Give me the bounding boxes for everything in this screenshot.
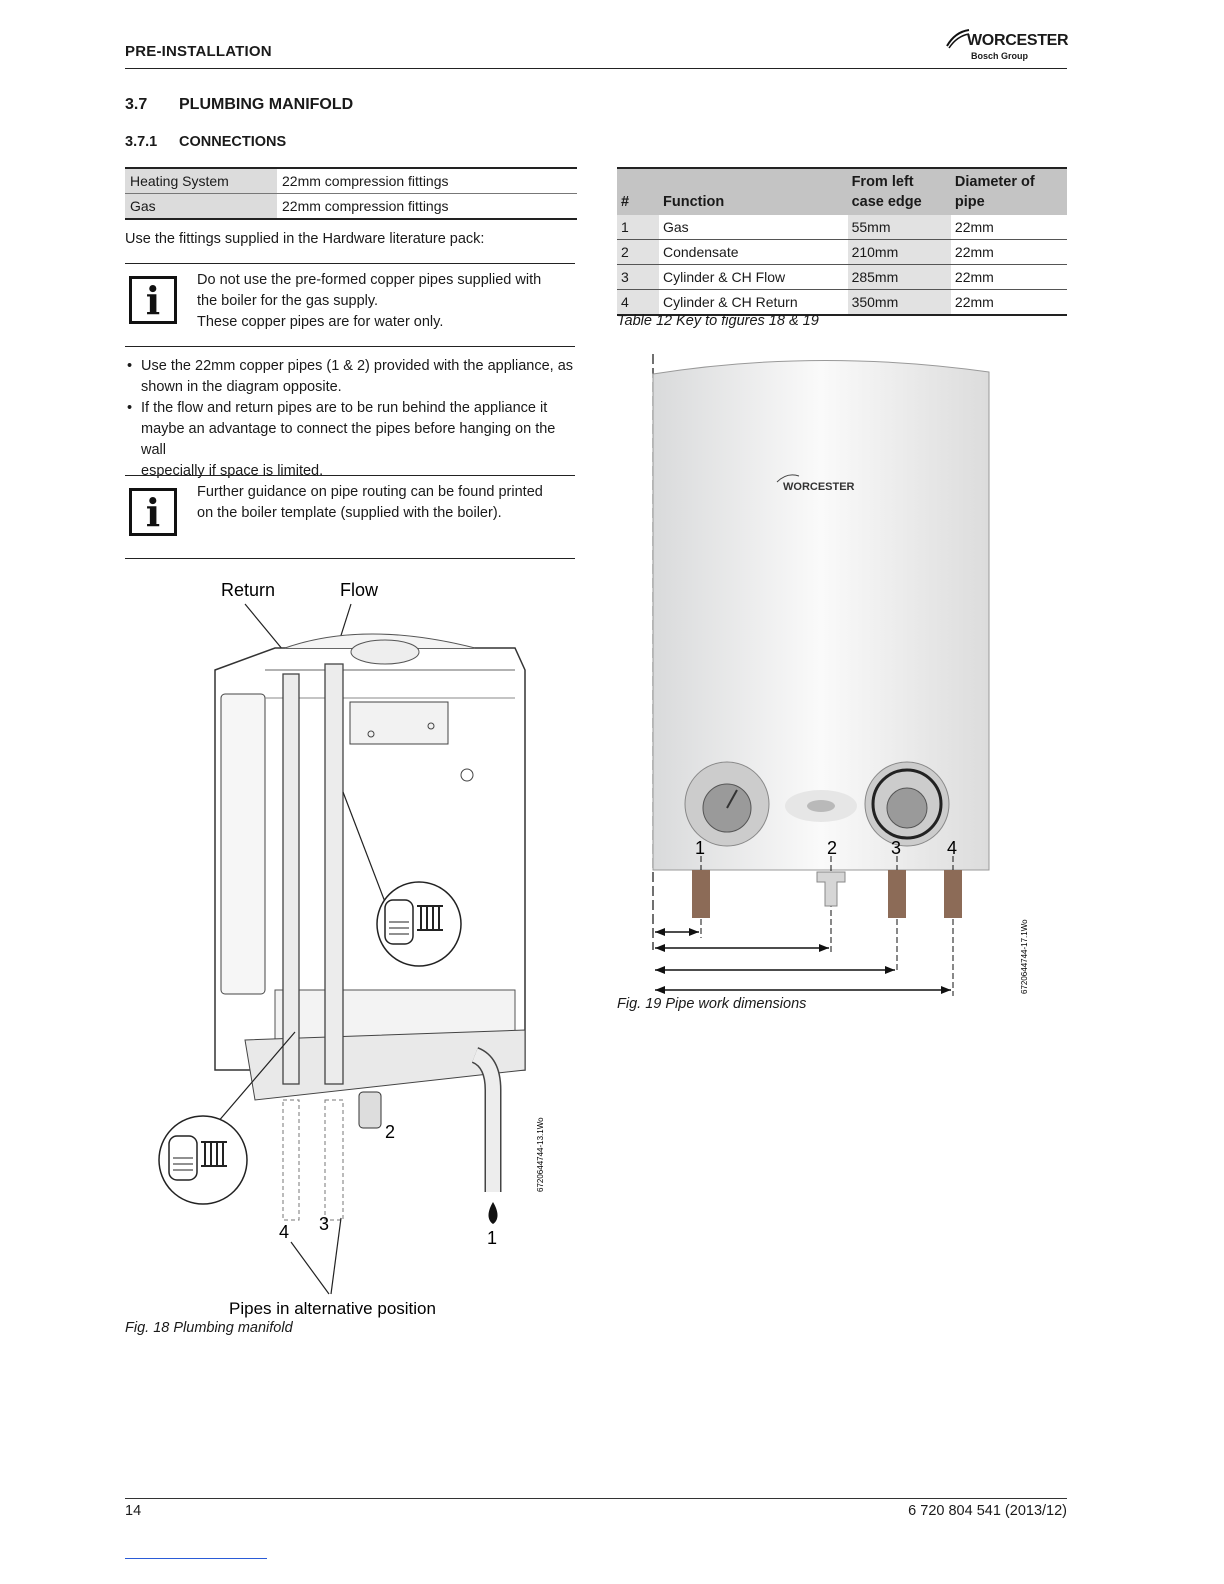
table-12-caption: Table 12 Key to figures 18 & 19 [617, 313, 819, 329]
footer-rule [125, 1498, 1067, 1499]
list-line: • Use the 22mm copper pipes (1 & 2) provided with the appliance, as [141, 358, 574, 374]
list-item [125, 398, 580, 482]
row-from-left: 55mm [848, 215, 951, 240]
table-header-row [617, 168, 1067, 215]
brand-logo [945, 28, 1070, 68]
info-icon: i [129, 276, 177, 324]
figure-18-plumbing-manifold [125, 570, 585, 1330]
row-from-left: 210mm [848, 240, 951, 265]
return-label: Return [221, 580, 276, 600]
callout-1: 1 [695, 838, 706, 858]
header-diameter: Diameter of pipe [951, 168, 1067, 215]
table-row [125, 194, 577, 220]
list-item [125, 356, 580, 398]
list-line: especially if space is limited. [141, 463, 324, 479]
section-title: PLUMBING MANIFOLD [179, 96, 354, 113]
note-line: the boiler for the gas supply. [197, 293, 379, 309]
figure-18-caption: Fig. 18 Plumbing manifold [125, 1320, 293, 1336]
document-reference: 6 720 804 541 (2013/12) [908, 1503, 1067, 1519]
note-text [197, 482, 543, 524]
row-function: Condensate [659, 240, 848, 265]
note-line: These copper pipes are for water only. [197, 314, 444, 330]
callout-2: 2 [385, 1122, 396, 1142]
key-table [617, 167, 1067, 316]
info-icon: i [129, 488, 177, 536]
row-diameter: 22mm [951, 265, 1067, 290]
row-from-left: 350mm [848, 290, 951, 316]
figure-code: 6720644744-13.1Wo [536, 1117, 545, 1192]
page-number: 14 [125, 1503, 142, 1519]
connection-item: Heating System [125, 168, 277, 194]
header-rule [125, 68, 1067, 69]
row-diameter: 22mm [951, 215, 1067, 240]
table-row [617, 240, 1067, 265]
connection-item: Gas [125, 194, 277, 220]
footnote-separator [125, 1558, 267, 1559]
note-box-2 [125, 475, 575, 559]
note-line: Further guidance on pipe routing can be found printed [197, 484, 543, 500]
header-num: # [617, 168, 659, 215]
figure-19-caption: Fig. 19 Pipe work dimensions [617, 996, 807, 1012]
list-line: shown in the diagram opposite. [141, 379, 342, 395]
subsection-title: CONNECTIONS [179, 134, 287, 150]
row-from-left: 285mm [848, 265, 951, 290]
callout-2: 2 [827, 838, 838, 858]
table-row [617, 290, 1067, 316]
figure-code: 6720644744-17.1Wo [1020, 919, 1029, 994]
flow-label: Flow [340, 580, 379, 600]
callout-3: 3 [891, 838, 902, 858]
callout-4: 4 [947, 838, 958, 858]
header-function: Function [659, 168, 848, 215]
brand-subtitle: Bosch Group [971, 51, 1029, 61]
intro-text: Use the fittings supplied in the Hardware literature pack: [125, 231, 485, 247]
header-from-left: From left case edge [848, 168, 951, 215]
instruction-list [125, 356, 580, 482]
figure-19-pipe-dimensions [617, 350, 1067, 1000]
row-function: Cylinder & CH Return [659, 290, 848, 316]
brand-name: WORCESTER [967, 32, 1069, 49]
callout-1: 1 [487, 1228, 498, 1248]
note-text [197, 270, 541, 333]
subsection-number: 3.7.1 [125, 134, 158, 150]
subsection-heading [125, 134, 286, 150]
row-num: 3 [617, 265, 659, 290]
table-row [617, 215, 1067, 240]
section-heading [125, 96, 353, 114]
row-num: 2 [617, 240, 659, 265]
note-box-1 [125, 263, 575, 347]
row-num: 4 [617, 290, 659, 316]
callout-4-bottom: 4 [279, 1222, 290, 1242]
connection-value: 22mm compression fittings [277, 168, 577, 194]
row-diameter: 22mm [951, 290, 1067, 316]
alternative-position-label: Pipes in alternative position [229, 1299, 436, 1318]
connection-value: 22mm compression fittings [277, 194, 577, 220]
flame-icon [489, 1202, 498, 1224]
case-brand: WORCESTER [783, 481, 855, 493]
table-row [617, 265, 1067, 290]
header-section-title: PRE-INSTALLATION [125, 43, 272, 60]
row-function: Cylinder & CH Flow [659, 265, 848, 290]
note-line: Do not use the pre-formed copper pipes supplied with [197, 272, 542, 288]
connections-table [125, 167, 577, 220]
row-num: 1 [617, 215, 659, 240]
note-line: on the boiler template (supplied with the boiler). [197, 505, 502, 521]
section-number: 3.7 [125, 96, 148, 113]
callout-3-bottom: 3 [319, 1214, 330, 1234]
list-line: maybe an advantage to connect the pipes before hanging on the wall [141, 421, 556, 458]
row-function: Gas [659, 215, 848, 240]
table-row [125, 168, 577, 194]
row-diameter: 22mm [951, 240, 1067, 265]
list-line: • If the flow and return pipes are to be run behind the appliance it [141, 400, 548, 416]
